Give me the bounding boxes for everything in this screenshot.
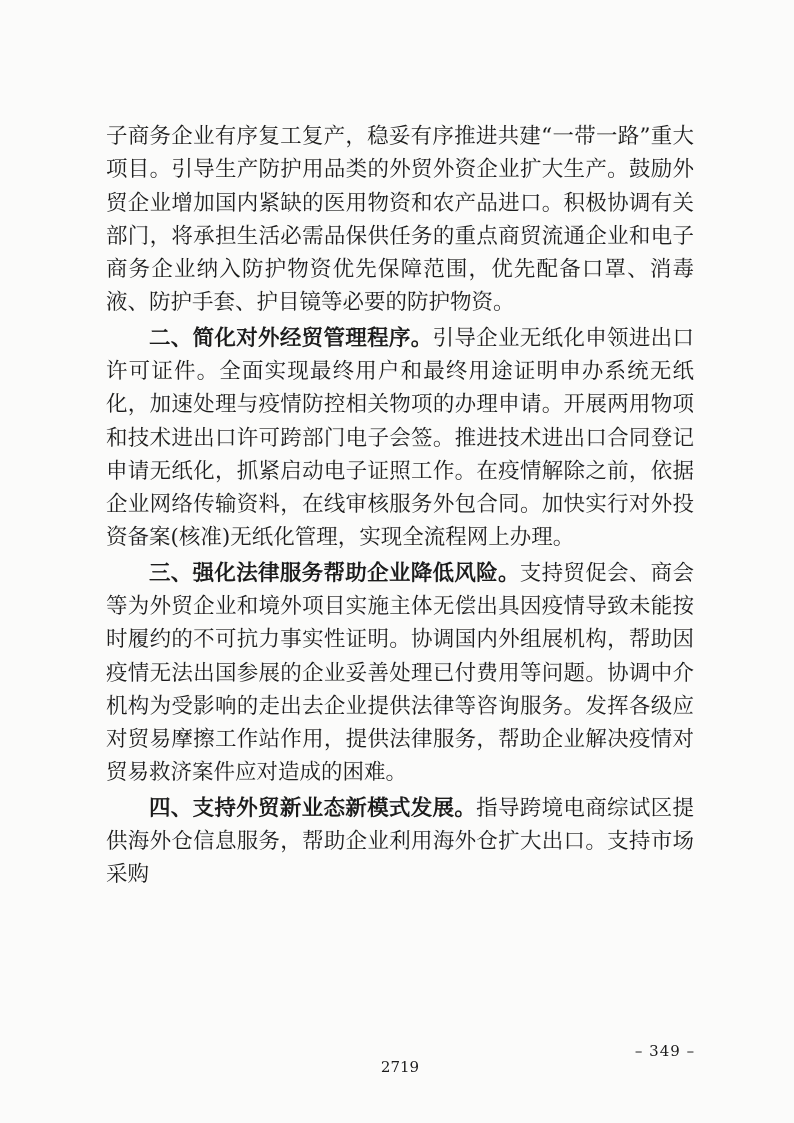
paragraph-body: 指导跨境电商综试区提供海外仓信息服务，帮助企业利用海外仓扩大出口。支持市场采购 — [106, 795, 694, 888]
body-text — [106, 120, 694, 893]
paragraph-body: 引导企业无纸化申领进出口许可证件。全面实现最终用户和最终用途证明申办系统无纸化，加速处理与疫情防控相关物项的办理申请。开展两用物项和技术进出口许可跨部门电子会签。推进技术进出口合同登记申请无纸化，抓紧启动电子证照工作。在疫情解除之前，依据企业网络传输资料，在线审核服务外包合同。加快实行对外投资备案(核准)无纸化管理，实现全流程网上办理。 — [106, 325, 694, 551]
paragraph-section-4 — [106, 792, 694, 892]
section-heading: 三、强化法律服务帮助企业降低风险。 — [149, 560, 520, 586]
document-number: 2719 — [380, 1058, 420, 1076]
section-heading: 四、支持外贸新业态新模式发展。 — [149, 795, 477, 821]
paragraph-section-3 — [106, 557, 694, 790]
paragraph-body: 子商务企业有序复工复产，稳妥有序推进共建“一带一路”重大项目。引导生产防护用品类的外贸外资企业扩大生产。鼓励外贸企业增加国内紧缺的医用物资和农产品进口。积极协调有关部门，将承担生活必需品保供任务的重点商贸流通企业和电子商务企业纳入防护物资优先保障范围，优先配备口罩、消毒液、防护手套、护目镜等必要的防护物资。 — [106, 124, 694, 316]
paragraph-continuation — [106, 120, 694, 320]
paragraph-section-2 — [106, 322, 694, 555]
paragraph-body: 支持贸促会、商会等为外贸企业和境外项目实施主体无偿出具因疫情导致未能按时履约的不可抗力事实性证明。协调国内外组展机构，帮助因疫情无法出国参展的企业妥善处理已付费用等问题。协调中介机构为受影响的走出去企业提供法律等咨询服务。发挥各级应对贸易摩擦工作站作用，提供法律服务，帮助企业解决疫情对贸易救济案件应对造成的困难。 — [106, 560, 694, 786]
page-number: – 349 – — [634, 1042, 696, 1060]
section-heading: 二、简化对外经贸管理程序。 — [149, 325, 433, 351]
